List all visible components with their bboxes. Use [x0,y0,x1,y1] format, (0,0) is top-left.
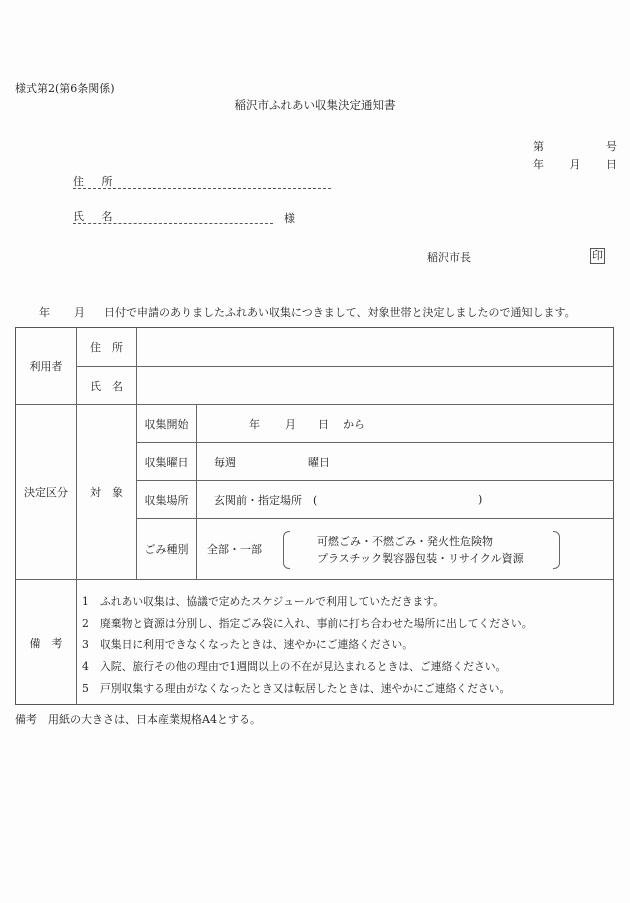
start-label: 収集開始 [144,417,189,431]
place-field[interactable] [197,481,614,518]
issuer-title: 稲沢市長 [427,251,471,264]
recipient-name-field[interactable] [73,209,273,224]
recipient-address-field[interactable] [73,174,331,189]
document-number [533,138,617,154]
start-year: 年 [249,417,260,431]
issue-date [533,156,617,172]
target-label: 対 象 [90,486,123,499]
place-label: 収集場所 [144,493,189,507]
garbage-type-label: ごみ種別 [144,543,189,556]
paper-size-footnote: 備考 用紙の大きさは、日本産業規格A4とする。 [15,713,261,726]
garbage-type-field[interactable] [197,519,614,579]
note-item: 5 戸別収集する理由がなくなったとき又は転居したときは、速やかにご連絡ください。 [82,682,511,695]
divider [16,579,614,580]
number-prefix: 第 [533,140,544,153]
note-item: 3 収集日に利用できなくなったときは、速やかにご連絡ください。 [82,638,414,651]
notes-section-label: 備 考 [29,636,63,650]
user-section-label: 利用者 [29,360,63,373]
start-day: 日 [318,417,329,431]
decision-section-label: 決定区分 [24,486,68,499]
user-name-input[interactable] [137,367,614,404]
start-from: から [343,417,365,431]
date-month: 月 [569,158,581,171]
start-date-field[interactable] [197,405,614,442]
date-year: 年 [533,158,544,171]
place-close-paren: ) [478,493,483,506]
weekday-suffix: 曜日 [308,455,330,469]
recipient-name-label: 氏 名 [73,210,120,223]
user-name-label: 氏 名 [90,379,123,393]
place-value: 玄関前・指定場所 ( [214,493,318,507]
honorific: 様 [284,212,295,225]
note-item: 2 廃棄物と資源は分別し、指定ごみ袋に入れ、事前に打ち合わせた場所に出してください。 [82,617,533,630]
garbage-types-line2: プラスチック製容器包装・リサイクル資源 [317,552,524,565]
garbage-types-line1: 可燃ごみ・不燃ごみ・発火性危険物 [317,535,493,548]
intro-text: 日付で申請のありましたふれあい収集につきまして、対象世帯と決定しましたので通知します。 [104,306,576,319]
form-number: 様式第2(第6条関係) [15,82,115,95]
left-bracket-icon [283,531,290,569]
garbage-scope: 全部・一部 [207,543,262,556]
note-item: 4 入院、旅行その他の理由で1週間以上の不在が見込まれるときは、ご連絡ください。 [82,660,507,673]
number-suffix: 号 [606,140,617,153]
seal-icon: 印 [592,249,603,262]
document-title: 稲沢市ふれあい収集決定通知書 [234,98,396,112]
start-month: 月 [285,417,296,431]
decision-table [15,327,614,705]
intro-month: 月 [74,306,85,319]
note-item: 1 ふれあい収集は、協議で定めたスケジュールで利用していただきます。 [82,595,444,608]
user-address-label: 住 所 [90,341,123,354]
user-address-input[interactable] [137,328,614,366]
recipient-address-label: 住 所 [73,175,120,188]
weekday-label: 収集曜日 [144,455,189,469]
weekday-field[interactable] [197,443,614,480]
intro-year: 年 [39,306,50,319]
date-day: 日 [606,158,617,171]
right-bracket-icon [553,531,560,569]
every-week: 毎週 [214,455,236,469]
